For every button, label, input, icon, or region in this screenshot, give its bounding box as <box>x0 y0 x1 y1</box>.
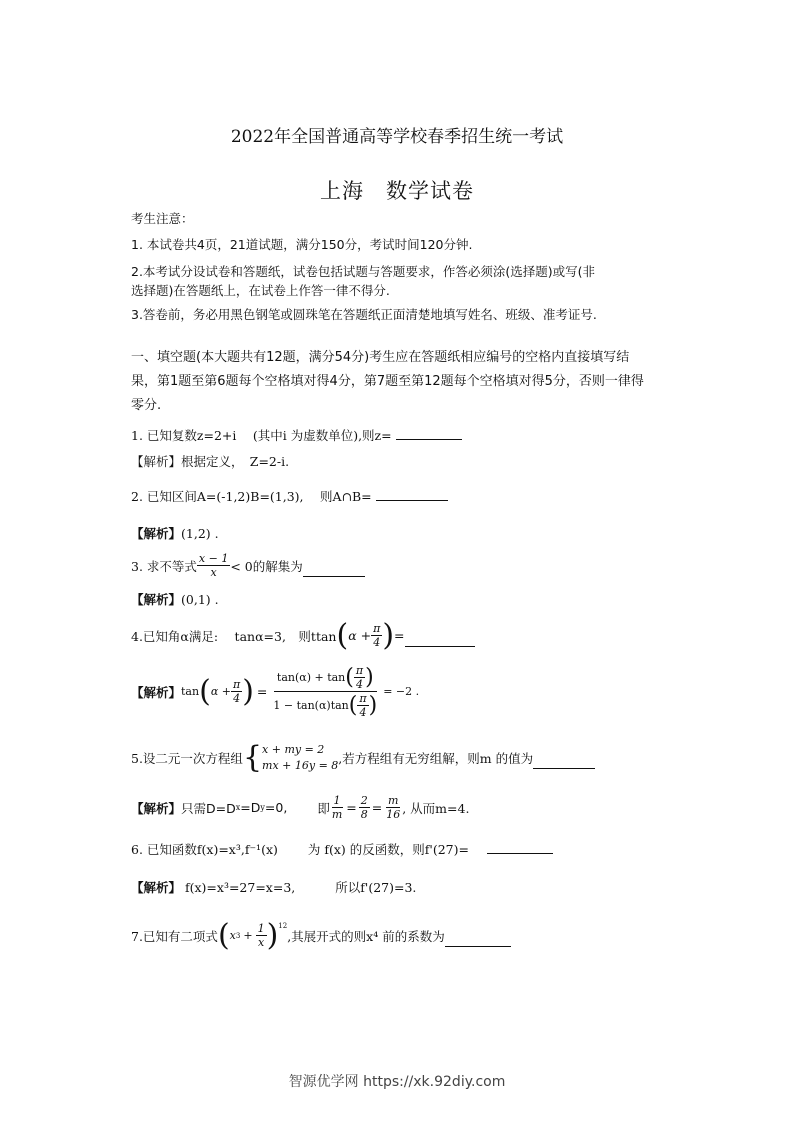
answer-1 <box>131 452 289 470</box>
numerator: π <box>359 692 367 705</box>
notice-item: 2.本考试分设试卷和答题纸，试卷包括试题与答题要求，作答必须涂(选择题)或写(非 <box>131 264 596 279</box>
subscript: x <box>235 803 241 812</box>
fraction <box>357 692 368 719</box>
left-brace: { <box>242 740 263 775</box>
exponent: 12 <box>278 922 288 930</box>
left-paren: ( <box>336 618 349 653</box>
right-paren: ) <box>382 618 395 653</box>
fraction <box>371 622 382 649</box>
answer-label: 【解析】 <box>131 454 182 469</box>
numerator: π <box>373 622 381 635</box>
plus-sign: + <box>243 929 253 942</box>
question-text: 1. 已知复数z=2+i (其中i 为虚数单位),则z= <box>131 428 392 443</box>
numerator: π <box>355 664 364 677</box>
left-paren: ( <box>348 693 358 718</box>
section-intro: 一、填空题(本大题共有12题，满分54分)考生应在答题纸相应编号的空格内直接填写结果，第1题至第6题每个空格填对得4分，第7题至第12题每个空格填对得5分，否则一律得零分. <box>131 350 644 413</box>
notice-item: 1. 本试卷共4页，21道试题，满分150分，考试时间120分钟. <box>131 237 473 252</box>
fraction <box>256 922 267 949</box>
numerator: 1 <box>257 922 265 935</box>
right-paren: ) <box>368 693 378 718</box>
answer-text: =D <box>240 800 261 815</box>
answer-label: 【解析】 <box>131 800 182 816</box>
denominator: x <box>210 566 217 579</box>
exam-title: 2022年全国普通高等学校春季招生统一考试 <box>230 127 564 147</box>
answer-blank <box>487 841 553 854</box>
answer-text: =0, <box>264 800 288 815</box>
denominator: m <box>331 808 343 821</box>
right-paren: ) <box>242 674 254 709</box>
fraction <box>354 664 365 691</box>
numerator: 2 <box>360 794 368 807</box>
fraction <box>384 794 402 821</box>
denominator: 4 <box>233 692 241 705</box>
equation-system <box>262 742 338 774</box>
answer-text: (1,2) . <box>181 526 219 541</box>
fraction <box>231 678 242 705</box>
answer-label: 【解析】 <box>131 880 182 895</box>
question-text: 2. 已知区间A=(-1,2)B=(1,3), 则A∩B= <box>131 489 372 504</box>
denominator: x <box>257 936 265 949</box>
denominator: 4 <box>373 636 381 649</box>
question-1 <box>131 426 462 444</box>
answer-text: 所以f'(27)=3. <box>335 880 417 895</box>
answer-label: 【解析】 <box>131 526 182 541</box>
equation: mx + 16y = 8 <box>262 758 339 772</box>
answer-text: f(x)=x³=27=x=3, <box>181 880 296 895</box>
exponent: 3 <box>235 931 241 940</box>
question-text: < 0的解集为 <box>230 558 303 574</box>
denominator: 4 <box>355 678 363 691</box>
answer-2 <box>131 524 219 542</box>
answer-5 <box>131 794 469 821</box>
answer-text: (0,1) . <box>181 592 219 607</box>
big-fraction <box>270 664 380 719</box>
question-text: 为 f(x) 的反函数，则f'(27)= <box>307 842 469 857</box>
numerator: x − 1 <box>198 552 229 565</box>
base: x <box>229 929 236 942</box>
fraction <box>197 552 230 579</box>
notice-heading: 考生注意： <box>131 211 194 226</box>
equals-sign: = <box>346 800 357 815</box>
exam-subtitle: 上海 数学试卷 <box>320 179 474 203</box>
left-paren: ( <box>217 918 230 953</box>
numerator: m <box>388 794 399 807</box>
notice-item: 3.答卷前，务必用黑色钢笔或圆珠笔在答题纸正面清楚地填写姓名、班级、准考证号. <box>131 307 597 322</box>
question-text: 5.设二元一次方程组 <box>131 750 243 766</box>
notice-item: 选择题)在答题纸上，在试卷上作答一律不得分. <box>131 283 390 298</box>
equals-sign: = <box>371 800 383 815</box>
answer-blank <box>405 634 475 647</box>
answer-text: 即 <box>317 800 330 816</box>
fraction <box>330 794 344 821</box>
denominator: 4 <box>359 706 367 719</box>
fraction <box>359 794 370 821</box>
answer-3 <box>131 590 219 608</box>
question-text: ,其展开式的则x⁴ 前的系数为 <box>287 928 445 944</box>
question-7 <box>131 918 511 953</box>
answer-blank <box>445 934 511 947</box>
denominator <box>270 692 380 719</box>
question-text: 3. 求不等式 <box>131 558 197 574</box>
numerator <box>274 664 377 692</box>
numerator: π <box>232 678 241 691</box>
right-paren: ) <box>266 918 279 953</box>
question-text: 4.已知角α满足: tanα=3, 则ttan <box>131 628 337 644</box>
answer-blank <box>396 427 462 440</box>
footer-watermark: 智源优学网 https://xk.92diy.com <box>288 1074 506 1090</box>
question-text: ,若方程组有无穷组解，则m 的值为 <box>338 750 534 766</box>
expression: α + <box>348 628 372 643</box>
answer-4 <box>131 664 419 719</box>
question-4 <box>131 618 475 653</box>
answer-blank <box>303 564 365 577</box>
question-text: 6. 已知函数f(x)=x³,f⁻¹(x) <box>131 842 278 857</box>
question-2 <box>131 487 448 505</box>
denominator: 16 <box>386 808 401 821</box>
question-6 <box>131 840 553 858</box>
answer-text: 根据定义， Z=2-i. <box>181 454 290 469</box>
denominator-text: 1 − tan(α)tan <box>273 699 349 712</box>
left-paren: ( <box>345 665 354 690</box>
equation: x + my = 2 <box>262 742 325 756</box>
denominator: 8 <box>360 808 368 821</box>
question-3 <box>131 552 365 579</box>
answer-label: 【解析】 <box>131 684 182 700</box>
expression: α + <box>210 685 231 698</box>
numerator-text: tan(α) + tan <box>276 671 346 684</box>
answer-label: 【解析】 <box>131 592 182 607</box>
right-paren: ) <box>365 665 374 690</box>
answer-6 <box>131 878 416 896</box>
tan-label: tan <box>181 685 200 698</box>
answer-text: , 从而m=4. <box>402 800 470 816</box>
equals: = <box>394 628 405 643</box>
left-paren: ( <box>199 674 211 709</box>
equals: = <box>256 684 268 699</box>
answer-blank <box>533 756 595 769</box>
answer-blank <box>376 488 448 501</box>
numerator: 1 <box>333 794 341 807</box>
result: = −2 . <box>383 685 420 698</box>
answer-text: 只需D=D <box>181 800 236 816</box>
subscript: y <box>260 803 265 812</box>
question-text: 7.已知有二项式 <box>131 928 218 944</box>
question-5 <box>131 740 595 775</box>
